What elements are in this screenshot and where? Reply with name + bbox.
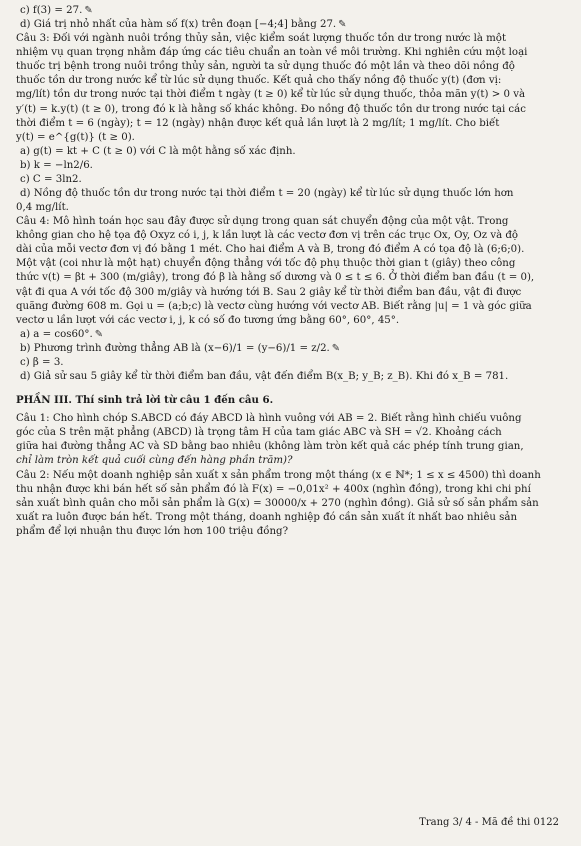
q4-line-6: vật đi qua A với tốc độ 300 m/giây và hướng tới B. Sau 2 giây kể từ thời điểm ban đầu, vật đi được — [16, 286, 522, 298]
q4-line-1: Câu 4: Mô hình toán học sau đây được sử dụng trong quan sát chuyển động của một vật. Trong — [16, 216, 509, 228]
q3-line-6: y′(t) = k.y(t) (t ≥ 0), trong đó k là hằng số khác không. Đo nồng độ thuốc tồn dư trong nước tại các — [16, 103, 526, 115]
part-iii-heading: PHẦN III. Thí sinh trả lời từ câu 1 đến câu 6. — [16, 394, 274, 407]
q4-line-8: vectơ u lần lượt với các vectơ i, j, k có số đo tương ứng bằng 60°, 60°, 45°. — [16, 314, 400, 326]
q3-line-1: Câu 3: Đối với ngành nuôi trồng thủy sản, việc kiểm soát lượng thuốc tồn dư trong nước là một — [16, 33, 507, 45]
p3-q2-line-4: xuất ra luôn được bán hết. Trong một tháng, doanh nghiệp đó cần sản xuất ít nhất bao nhiêu sản — [16, 511, 518, 523]
p3-q1-line-3: giữa hai đường thẳng AC và SD bằng bao nhiêu (không làm tròn kết quả các phép tính trung gian, — [16, 441, 524, 453]
q4-line-7: quãng đường 608 m. Gọi u = (a;b;c) là vectơ cùng hướng với vectơ AB. Biết rằng |u| = 1 và góc giữa — [16, 300, 532, 312]
q4-option-a: a) a = cos60°. ✎ — [16, 328, 567, 342]
q4-option-c: c) β = 3. — [20, 356, 64, 368]
page-footer: Trang 3/ 4 - Mã đề thi 0122 — [419, 817, 559, 829]
q4-line-4: Một vật (coi như là một hạt) chuyển động thẳng với tốc độ phụ thuộc thời gian t (giây) theo công — [16, 258, 516, 270]
q3-line-8: y(t) = e^{g(t)} (t ≥ 0). — [16, 131, 135, 143]
q4-option-b: b) Phương trình đường thẳng AB là (x−6)/1 = (y−6)/1 = z/2. ✎ — [16, 342, 567, 356]
handwritten-mark-icon: ✎ — [84, 5, 93, 16]
handwritten-mark-icon: ✎ — [338, 19, 347, 31]
p3-q1-line-4: chỉ làm tròn kết quả cuối cùng đến hàng phần trăm)? — [16, 455, 293, 467]
handwritten-mark-icon: ✎ — [94, 328, 104, 340]
q3-option-d-2: 0,4 mg/lít. — [16, 202, 69, 214]
q3-option-b: b) k = −ln2/6. — [20, 159, 93, 171]
q4-line-3: dài của mỗi vectơ đơn vị đó bằng 1 mét. Cho hai điểm A và B, trong đó điểm A có tọa độ là (6;6;0). — [16, 244, 525, 256]
q4-line-2: không gian cho hệ tọa độ Oxyz có i, j, k lần lượt là các vectơ đơn vị trên các trục Ox, Oy, Oz và độ — [16, 230, 519, 242]
q2-option-d: d) Giá trị nhỏ nhất của hàm số f(x) trên đoạn [−4;4] bằng 27. ✎ — [16, 18, 567, 32]
q2-option-c: c) f(3) = 27. ✎ — [16, 4, 567, 18]
p3-q2-line-2: thu nhận được khi bán hết số sản phẩm đó là F(x) = −0,01x² + 400x (nghìn đồng), trong khi chi phí — [16, 483, 531, 495]
p3-q2-line-5: phẩm để lợi nhuận thu được lớn hơn 100 triệu đồng? — [16, 525, 289, 537]
q3-option-d-1: d) Nồng độ thuốc tồn dư trong nước tại thời điểm t = 20 (ngày) kể từ lúc sử dụng thuốc lớn hơn — [20, 188, 514, 200]
p3-q1-line-1: Câu 1: Cho hình chóp S.ABCD có đáy ABCD là hình vuông với AB = 2. Biết rằng hình chiếu vuông — [16, 413, 522, 425]
q3-line-4: thuốc tồn dư trong nước kể từ lúc sử dụng thuốc. Kết quả cho thấy nồng độ thuốc y(t) (đơn vị: — [16, 75, 502, 87]
q4-option-d: d) Giả sử sau 5 giây kể từ thời điểm ban đầu, vật đến điểm B(x_B; y_B; z_B). Khi đó x_B = 781. — [20, 371, 509, 383]
p3-q2-line-1: Câu 2: Nếu một doanh nghiệp sản xuất x sản phẩm trong một tháng (x ∈ ℕ*; 1 ≤ x ≤ 4500) thì doanh — [16, 469, 541, 481]
p3-q1-line-2: góc của S trên mặt phẳng (ABCD) là trọng tâm H của tam giác ABC và SH = √2. Khoảng cách — [16, 427, 502, 439]
handwritten-mark-icon: ✎ — [331, 342, 341, 354]
q4-line-5: thức v(t) = βt + 300 (m/giây), trong đó β là hằng số dương và 0 ≤ t ≤ 6. Ở thời điểm ban đầu (t = 0), — [16, 272, 535, 284]
q3-line-3: thuốc trị bệnh trong nuôi trồng thủy sản, người ta sử dụng thuốc đó một lần và theo dõi nồng độ — [16, 61, 515, 73]
q3-option-a: a) g(t) = kt + C (t ≥ 0) với C là một hằng số xác định. — [20, 145, 296, 157]
q3-option-c: c) C = 3ln2. — [20, 173, 82, 185]
p3-q2-line-3: sản xuất bình quân cho mỗi sản phẩm là G(x) = 30000/x + 270 (nghìn đồng). Giả sử số sản phẩm sản — [16, 497, 539, 509]
q3-line-2: nhiệm vụ quan trọng nhằm đáp ứng các tiêu chuẩn an toàn về môi trường. Khi nghiên cứu một loại — [16, 47, 528, 59]
q3-line-5: mg/lít) tồn dư trong nước tại thời điểm t ngày (t ≥ 0) kể từ lúc sử dụng thuốc, thỏa mãn y(t) > 0 và — [16, 89, 526, 101]
q3-line-7: thời điểm t = 6 (ngày); t = 12 (ngày) nhận được kết quả lần lượt là 2 mg/lít; 1 mg/lít. Cho biết — [16, 117, 500, 129]
